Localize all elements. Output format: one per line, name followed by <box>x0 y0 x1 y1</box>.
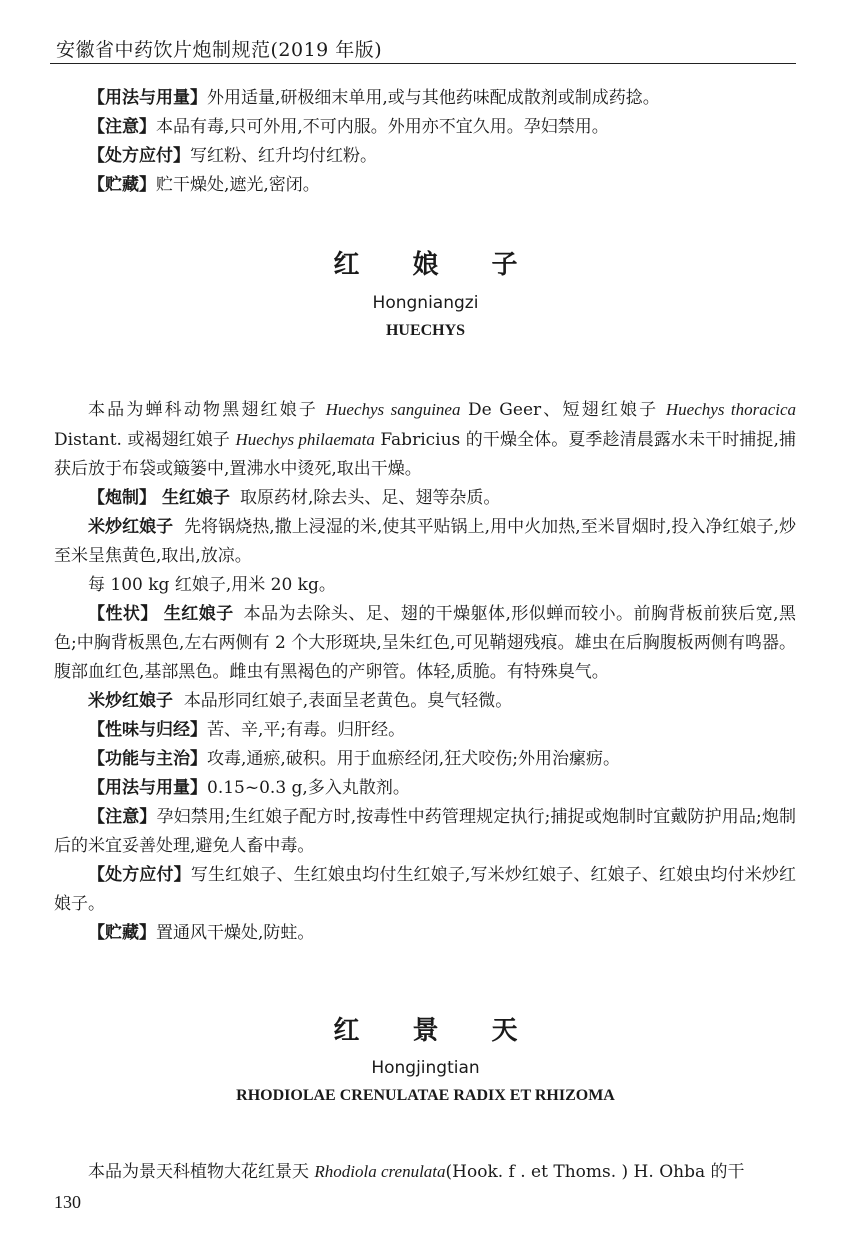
prev-usage: 【用法与用量】外用适量,研极细末单用,或与其他药味配成散剂或制成药捻。 <box>88 88 660 108</box>
entry1-processing-raw: 【炮制】 生红娘子 取原药材,除去头、足、翅等杂质。 <box>88 488 501 508</box>
entry1-prescription: 【处方应付】写生红娘子、生红娘虫均付生红娘子,写米炒红娘子、红娘子、红娘虫均付米炒红娘子。 <box>54 865 797 914</box>
prev-entry <box>54 84 796 200</box>
entry1-processing-ratio: 每 100 kg 红娘子,用米 20 kg。 <box>88 575 336 595</box>
prev-storage: 【贮藏】贮干燥处,遮光,密闭。 <box>88 175 320 195</box>
entry1-pinyin: Hongniangzi <box>372 293 479 313</box>
entry2-intro: 本品为景天科植物大花红景天 Rhodiola crenulata(Hook. f . et Thoms. ) H. Ohba 的干 <box>88 1162 745 1182</box>
entry2-pinyin: Hongjingtian <box>371 1058 480 1078</box>
header-rule <box>50 63 796 64</box>
entry1-title: 红 娘 子 <box>333 250 540 280</box>
entry1-function: 【功能与主治】攻毒,通瘀,破积。用于血瘀经闭,狂犬咬伤;外用治瘰疬。 <box>88 749 620 769</box>
entry2-latin: RHODIOLAE CRENULATAE RADIX ET RHIZOMA <box>236 1087 615 1104</box>
entry1-caution: 【注意】孕妇禁用;生红娘子配方时,按毒性中药管理规定执行;捕捉或炮制时宜戴防护用品;炮制后的米宜妥善处理,避免人畜中毒。 <box>54 807 797 856</box>
entry1-usage: 【用法与用量】0.15~0.3 g,多入丸散剂。 <box>88 778 410 798</box>
entry2-title: 红 景 天 <box>333 1016 540 1046</box>
prev-caution: 【注意】本品有毒,只可外用,不可内服。外用亦不宜久用。孕妇禁用。 <box>88 117 609 137</box>
entry1-character-fried: 米炒红娘子 本品形同红娘子,表面呈老黄色。臭气轻微。 <box>88 691 513 711</box>
entry1-storage: 【贮藏】置通风干燥处,防蛀。 <box>88 923 315 943</box>
entry1-nature: 【性味与归经】苦、辛,平;有毒。归肝经。 <box>88 720 406 740</box>
page-number: 130 <box>54 1192 81 1212</box>
entry1-intro: 本品为蝉科动物黑翅红娘子 Huechys sanguinea De Geer、短翅红娘子 Huechys thoracica Distant. 或褐翅红娘子 Huechys philaemata Fabricius 的干燥全体。夏季趁清晨露水未干时捕捉,捕获后放于布袋或簸篓中,置沸水中烫死,取出干燥。 <box>54 400 797 479</box>
running-header: 安徽省中药饮片炮制规范(2019 年版) <box>56 39 383 61</box>
prev-prescription: 【处方应付】写红粉、红升均付红粉。 <box>88 146 377 166</box>
entry2-body <box>54 1157 796 1187</box>
entry1-body <box>54 395 796 948</box>
entry1-character-raw: 【性状】 生红娘子 本品为去除头、足、翅的干燥躯体,形似蝉而较小。前胸背板前狭后宽,黑色;中胸背板黑色,左右两侧有 2 个大形斑块,呈朱红色,可见鞘翅残痕。雄虫在后胸腹板两侧有鸣器。腹部血红色,基部黑色。雌虫有黑褐色的产卵管。体轻,质脆。有特殊臭气。 <box>54 604 797 682</box>
entry1-latin: HUECHYS <box>385 322 466 339</box>
entry1-processing-fried: 米炒红娘子 先将锅烧热,撒上浸湿的米,使其平贴锅上,用中火加热,至米冒烟时,投入净红娘子,炒至米呈焦黄色,取出,放凉。 <box>54 517 797 566</box>
